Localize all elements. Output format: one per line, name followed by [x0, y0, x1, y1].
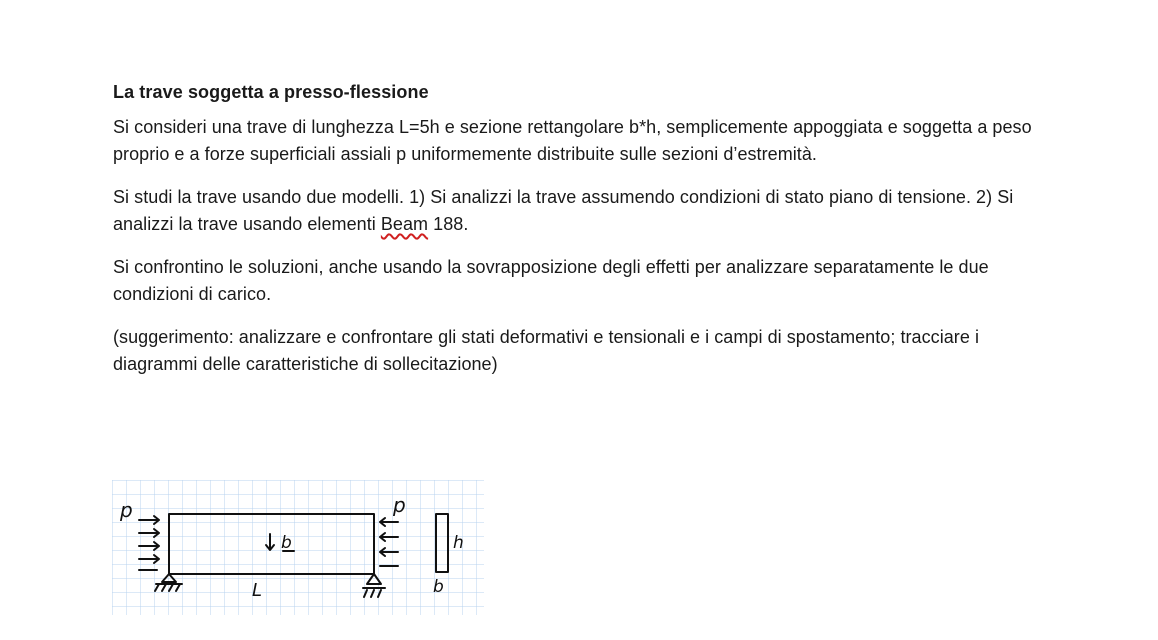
paragraph-models-tail: 188.: [428, 214, 469, 234]
document-title: La trave soggetta a presso-flessione: [113, 82, 429, 102]
graph-paper-grid: [112, 480, 484, 615]
paragraph-suggestion: (suggerimento: analizzare e confrontare gli stati deformativi e tensionali e i campi di spostamento; tracciare i diagrammi delle caratteristiche di sollecitazione): [113, 327, 980, 374]
paragraph-comparison: Si confrontino le soluzioni, anche usando la sovrapposizione degli effetti per analizzare separatamente le due condizioni di carico.: [113, 257, 989, 304]
paragraph-models: [113, 184, 1033, 238]
width-label: b: [433, 577, 444, 597]
left-load-label: p: [120, 498, 133, 522]
spellcheck-flagged-word[interactable]: Beam: [380, 214, 429, 234]
document-body: [113, 80, 1033, 394]
beam-sketch-svg: [112, 480, 484, 615]
height-label: h: [453, 533, 464, 553]
right-load-label: p: [393, 493, 406, 517]
body-force-label: b: [281, 533, 292, 553]
paragraph-problem-statement: Si consideri una trave di lunghezza L=5h e sezione rettangolare b*h, semplicemente appoggiata e soggetta a peso proprio e a forze superficiali assiali p uniformemente distribuite sulle sezioni d’estremità.: [113, 117, 1032, 164]
paragraph-models-text: Si studi la trave usando due modelli. 1) Si analizzi la trave assumendo condizioni di stato piano di tensione. 2) Si analizzi la trave usando elementi: [113, 187, 1014, 234]
beam-sketch-image: [112, 480, 484, 615]
length-label: L: [252, 580, 263, 601]
